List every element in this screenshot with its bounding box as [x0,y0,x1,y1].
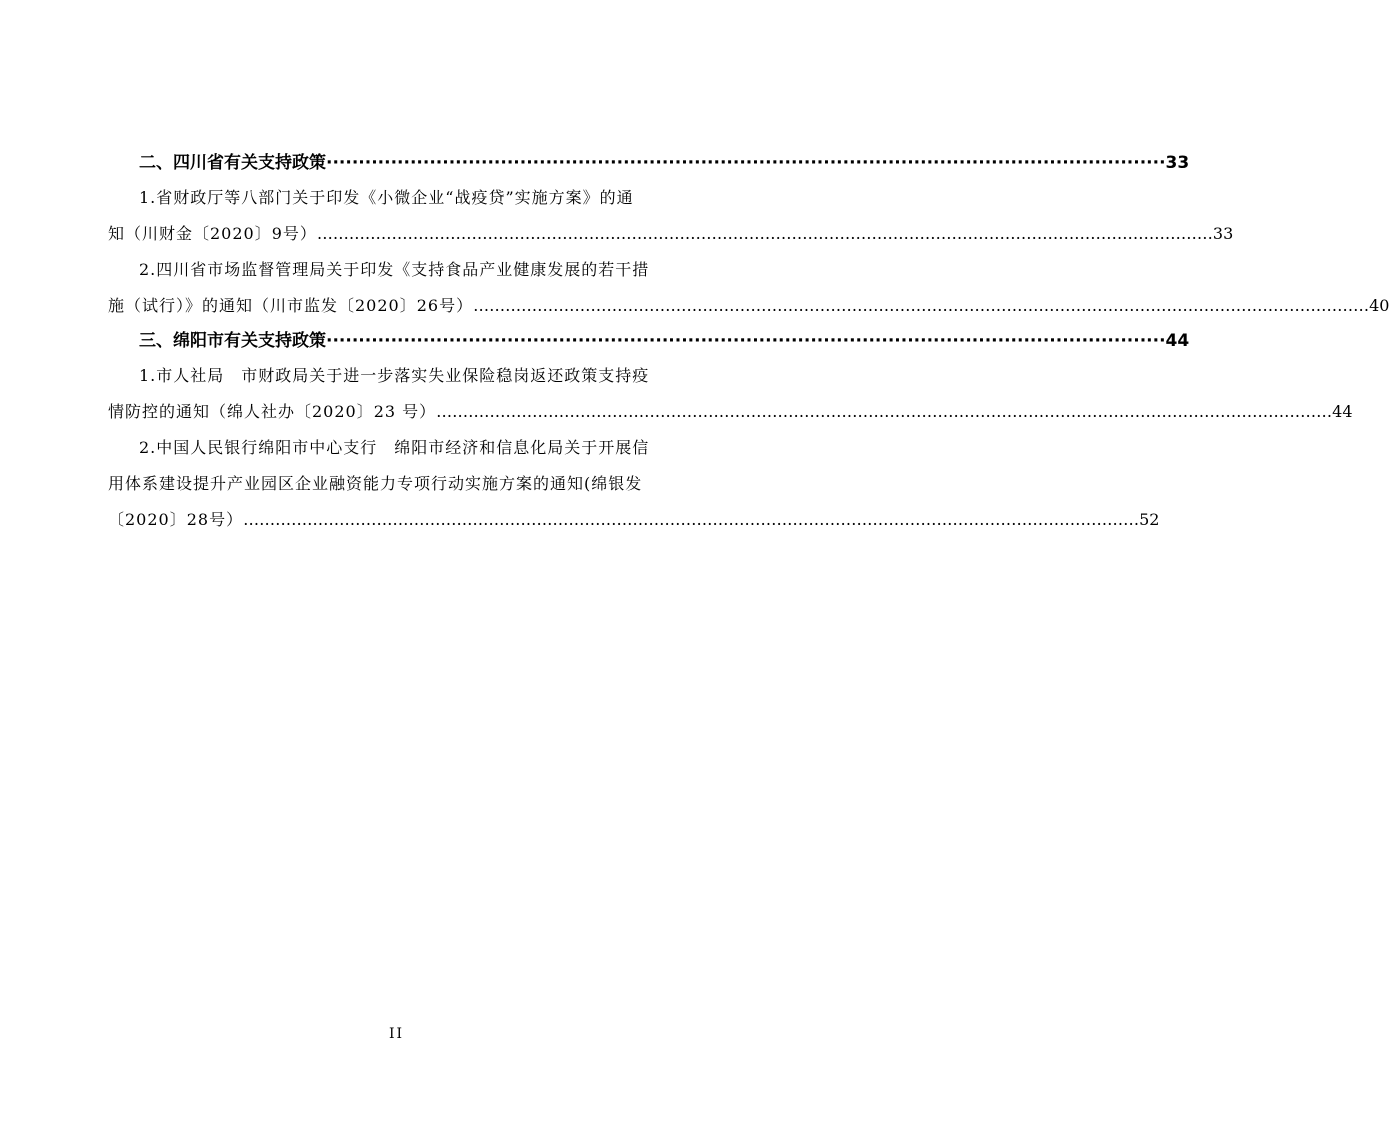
entry-title-tail: 施（试行）》的通知（川市监发〔2020〕26号） [108,296,474,315]
entry-title-line-last [108,216,1234,252]
section-page-number: 33 [1165,153,1190,173]
entry-title-line-last [108,288,1389,324]
section-page-number: 44 [1165,331,1190,351]
table-of-contents [108,146,1389,538]
entry-title-line: 2.中国人民银行绵阳市中心支行 绵阳市经济和信息化局关于开展信 [139,438,650,457]
entry-title-line: 1.市人社局 市财政局关于进一步落实失业保险稳岗返还政策支持疫 [139,366,650,385]
entry-title-tail: 知（川财金〔2020〕9号） [108,224,317,243]
entry-page-number: 33 [1212,224,1234,243]
toc-entry[interactable] [108,430,1160,538]
entry-title-line-middle [108,466,701,502]
entry-title-tail: 〔2020〕28号） [108,510,244,529]
entry-title-continuation: 用体系建设提升产业园区企业融资能力专项行动实施方案的通知(绵银发 [108,474,643,493]
page-footer-number: II [388,1026,405,1042]
dot-leader: …………………………………………………………………………………………………………………………………………………… [436,402,1333,421]
toc-entry[interactable] [108,252,1389,324]
toc-section-heading[interactable] [108,146,1190,180]
dot-leader: …………………………………………………………………………………………………………………………………………………… [473,296,1370,315]
entry-title-line: 1.省财政厅等八部门关于印发《小微企业“战疫贷”实施方案》的通 [139,188,634,207]
toc-entry[interactable] [108,180,1234,252]
dot-leader: ·································································································································· [326,153,1166,173]
section-title: 三、绵阳市有关支持政策 [139,331,326,351]
toc-entry[interactable] [108,358,1353,430]
entry-title-line-last [108,394,1353,430]
entry-title-line-last [108,502,1160,538]
dot-leader: …………………………………………………………………………………………………………………………………………………… [316,224,1213,243]
dot-leader: …………………………………………………………………………………………………………………………………………………… [243,510,1140,529]
entry-page-number: 44 [1332,402,1353,421]
entry-title-line: 2.四川省市场监督管理局关于印发《支持食品产业健康发展的若干措 [139,260,650,279]
dot-leader: ·································································································································· [326,331,1166,351]
toc-section-heading[interactable] [108,324,1190,358]
entry-page-number: 52 [1139,510,1160,529]
entry-page-number: 40 [1369,296,1389,315]
section-title: 二、四川省有关支持政策 [139,153,326,173]
entry-title-tail: 情防控的通知（绵人社办〔2020〕23 号） [108,402,437,421]
